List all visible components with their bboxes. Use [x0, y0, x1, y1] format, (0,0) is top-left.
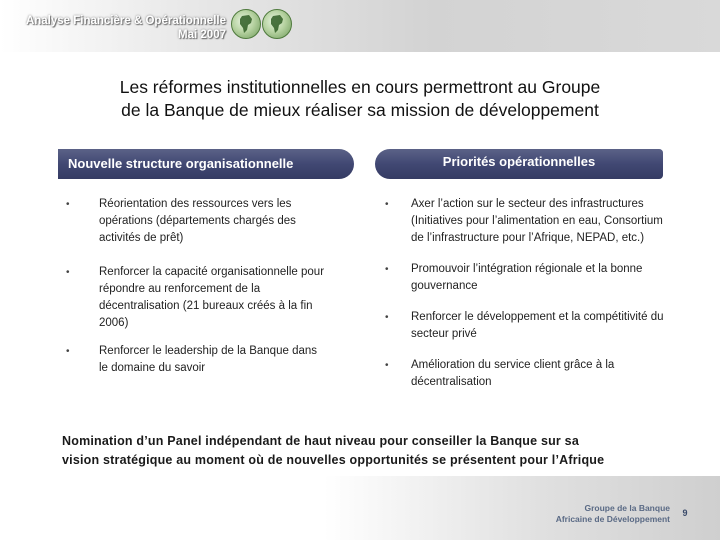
list-item	[385, 261, 670, 295]
slide-title-line-2: de la Banque de mieux réaliser sa mission de développement	[121, 100, 599, 120]
list-item	[66, 196, 326, 247]
list-item-text: Promouvoir l’intégration régionale et la bonne gouvernance	[411, 263, 643, 292]
header-line-2: Mai 2007	[178, 29, 226, 41]
footer-org-line-2: Africaine de Développement	[555, 514, 670, 524]
list-item-text: Axer l’action sur le secteur des infrastructures (Initiatives pour l’alimentation en eau, Consortium de l’infrastructure pour l’Afrique, NEPAD, etc.)	[411, 198, 663, 244]
list-item-text: Renforcer la capacité organisationnelle pour répondre au renforcement de la décentralisation (21 bureaux créés à la fin 2006)	[99, 266, 325, 329]
list-item-text: Amélioration du service client grâce à la décentralisation	[411, 359, 615, 388]
list-item	[385, 357, 670, 391]
list-item-text: Renforcer le développement et la compétitivité du secteur privé	[411, 311, 664, 340]
header-line-1: Analyse Financière & Opérationnelle	[25, 15, 226, 27]
left-section-heading-label: Nouvelle structure organisationnelle	[68, 156, 294, 171]
list-item	[385, 196, 670, 247]
slide-title-line-1: Les réformes institutionnelles en cours permettront au Groupe	[119, 77, 601, 97]
left-bullet-list	[66, 196, 326, 377]
conclusion-line-2: vision stratégique au moment où de nouvelles opportunités se présentent pour l’Afrique	[62, 453, 605, 467]
africa-globe-icon	[262, 9, 292, 39]
conclusion-statement	[62, 432, 702, 470]
footer-org-line-1: Groupe de la Banque	[584, 503, 670, 513]
africa-globe-icon	[231, 9, 261, 39]
conclusion-line-1: Nomination d’un Panel indépendant de haut niveau pour conseiller la Banque sur sa	[62, 434, 579, 448]
bullet-icon: •	[385, 264, 389, 275]
right-bullet-list	[385, 196, 670, 391]
footer-org-name	[490, 503, 670, 525]
list-item-text: Réorientation des ressources vers les opérations (départements chargés des activités de prêt)	[99, 198, 296, 244]
bullet-icon: •	[66, 346, 70, 357]
header-title	[8, 14, 226, 42]
slide-title	[60, 76, 660, 122]
bullet-icon: •	[385, 360, 389, 371]
right-section-heading	[375, 149, 663, 179]
bullet-icon: •	[385, 312, 389, 323]
list-item	[66, 343, 326, 377]
bullet-icon: •	[66, 199, 70, 210]
left-section-heading	[58, 149, 354, 179]
list-item	[385, 309, 670, 343]
list-item	[66, 264, 326, 332]
bullet-icon: •	[385, 199, 389, 210]
list-item-text: Renforcer le leadership de la Banque dans le domaine du savoir	[99, 345, 318, 374]
bullet-icon: •	[66, 267, 70, 278]
right-section-heading-label: Priorités opérationnelles	[442, 154, 596, 169]
page-number: 9	[682, 508, 688, 518]
